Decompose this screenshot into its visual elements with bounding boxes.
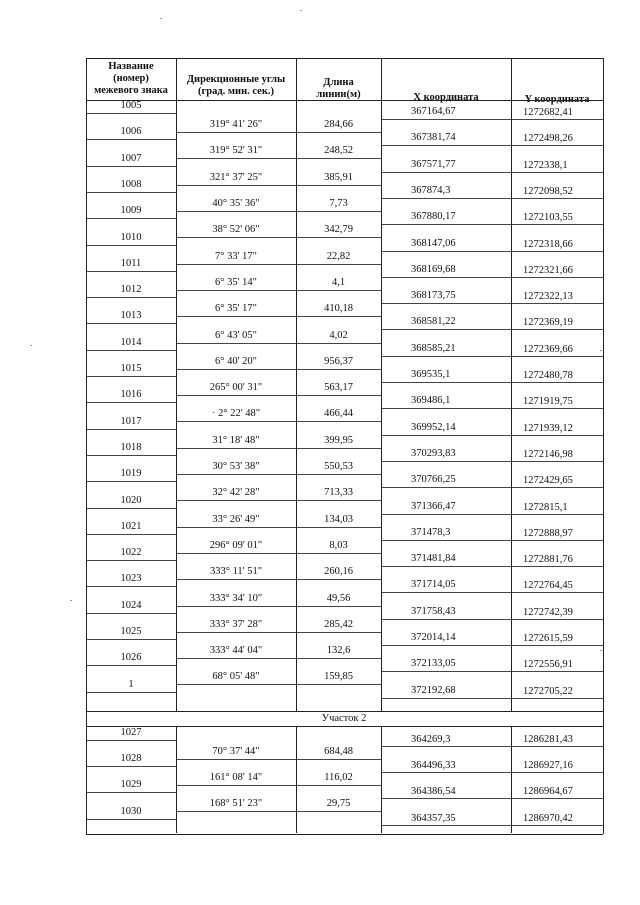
x-coordinate: 368581,22 xyxy=(411,316,456,328)
direction-angle: 6° 40' 20" xyxy=(215,355,257,367)
x-coordinate: 367874,3 xyxy=(411,184,451,196)
row-divider xyxy=(381,671,603,672)
header-x: X координата xyxy=(413,92,479,103)
row-divider xyxy=(86,429,176,430)
y-coordinate: 1272881,76 xyxy=(523,554,573,566)
x-coordinate: 364269,3 xyxy=(411,733,451,745)
row-divider xyxy=(86,792,176,793)
y-coordinate: 1271919,75 xyxy=(523,396,573,408)
line-length: 713,33 xyxy=(324,487,353,499)
x-coordinate: 371481,84 xyxy=(411,553,456,565)
row-divider xyxy=(86,766,176,767)
x-coordinate: 371478,3 xyxy=(411,526,451,538)
x-coordinate: 371758,43 xyxy=(411,605,456,617)
row-divider xyxy=(381,224,603,225)
x-coordinate: 371366,47 xyxy=(411,500,456,512)
row-divider xyxy=(86,376,176,377)
direction-angle: 33° 26' 49" xyxy=(212,513,260,525)
y-coordinate: 1272742,39 xyxy=(523,606,573,618)
line-length: 4,1 xyxy=(331,276,346,288)
row-divider xyxy=(176,448,381,449)
row-divider xyxy=(381,798,603,799)
row-divider xyxy=(86,192,176,193)
row-divider xyxy=(381,461,603,462)
x-coordinate: 369535,1 xyxy=(411,369,451,380)
row-divider xyxy=(86,692,176,693)
row-divider xyxy=(86,455,176,456)
x-coordinate: 369952,14 xyxy=(411,421,456,433)
row-divider xyxy=(86,245,176,246)
x-coordinate: 372192,68 xyxy=(411,684,456,696)
row-divider xyxy=(86,665,176,666)
line-length: 116,02 xyxy=(324,772,353,784)
direction-angle: 7° 33' 17" xyxy=(215,250,257,262)
direction-angle: 40° 35' 36" xyxy=(212,198,260,210)
direction-angle: 319° 41' 26" xyxy=(209,119,263,131)
line-length: 7,73 xyxy=(329,198,348,210)
row-divider xyxy=(176,658,381,659)
point-name: 1010 xyxy=(120,231,142,243)
direction-angle: 333° 37' 28" xyxy=(209,618,263,630)
row-divider xyxy=(176,264,381,265)
row-divider xyxy=(381,772,603,773)
row-divider xyxy=(86,560,176,561)
direction-angle: 6° 35' 17" xyxy=(215,303,257,315)
x-coordinate: 369486,1 xyxy=(411,395,451,407)
row-divider xyxy=(381,198,603,199)
point-name: 1025 xyxy=(120,626,142,637)
direction-angle: 70° 37' 44" xyxy=(212,745,260,757)
x-coordinate: 370766,25 xyxy=(411,474,456,486)
row-divider xyxy=(176,759,381,760)
section-title-part-2: Участок 2 xyxy=(321,712,367,724)
row-divider xyxy=(86,271,176,272)
y-coordinate: 1272322,13 xyxy=(523,291,573,303)
row-divider xyxy=(381,487,603,488)
point-name: 1006 xyxy=(120,126,142,138)
row-divider xyxy=(176,237,381,238)
y-coordinate: 1272146,98 xyxy=(523,448,573,460)
line-length: 134,03 xyxy=(324,513,353,525)
line-length: 49,56 xyxy=(326,592,351,604)
direction-angle: 31° 18' 48" xyxy=(212,434,260,446)
point-name: 1021 xyxy=(120,520,142,532)
x-coordinate: 367571,77 xyxy=(411,158,456,170)
row-divider xyxy=(86,481,176,482)
line-length: 410,18 xyxy=(324,303,353,315)
column-divider xyxy=(381,726,382,834)
point-name: 1016 xyxy=(120,389,142,401)
row-divider xyxy=(176,369,381,370)
line-length: 550,53 xyxy=(324,461,353,473)
row-divider xyxy=(381,119,603,120)
line-length: 284,66 xyxy=(324,119,353,131)
y-coordinate: 1272615,59 xyxy=(523,633,573,644)
row-divider xyxy=(381,540,603,541)
line-length: 4,02 xyxy=(329,329,348,341)
x-coordinate: 364496,33 xyxy=(411,759,456,771)
row-divider xyxy=(86,166,176,167)
y-coordinate: 1271939,12 xyxy=(523,422,573,434)
x-coordinate: 372133,05 xyxy=(411,658,456,670)
column-divider xyxy=(511,58,512,711)
direction-angle: 333° 44' 04" xyxy=(209,645,263,657)
row-divider xyxy=(86,350,176,351)
y-coordinate: 1286281,43 xyxy=(523,733,573,745)
point-name: 1022 xyxy=(120,547,142,559)
direction-angle: 296° 09' 01" xyxy=(209,539,263,551)
y-coordinate: 1272318,66 xyxy=(523,238,573,250)
row-divider xyxy=(86,139,176,140)
section-divider xyxy=(86,711,603,712)
direction-angle: 161° 08' 14" xyxy=(209,772,263,784)
line-length: 285,42 xyxy=(324,618,353,630)
row-divider xyxy=(176,527,381,528)
point-name: 1023 xyxy=(120,573,142,585)
row-divider xyxy=(86,508,176,509)
direction-angle: · 2° 22' 48" xyxy=(212,408,260,420)
y-coordinate: 1272338,1 xyxy=(523,159,568,171)
right-border xyxy=(603,58,604,834)
row-divider xyxy=(86,113,176,114)
row-divider xyxy=(86,323,176,324)
row-divider xyxy=(176,211,381,212)
column-divider xyxy=(296,726,297,834)
x-coordinate: 368585,21 xyxy=(411,342,456,354)
row-divider xyxy=(381,435,603,436)
point-name: 1013 xyxy=(120,310,142,322)
row-divider xyxy=(381,251,603,252)
y-coordinate: 1272764,45 xyxy=(523,580,573,592)
header-length: Длина линии(м) xyxy=(316,77,361,100)
x-coordinate: 371714,05 xyxy=(411,579,456,591)
scan-speck xyxy=(600,350,602,351)
x-coordinate: 367164,67 xyxy=(411,106,456,117)
row-divider xyxy=(176,343,381,344)
row-divider xyxy=(176,606,381,607)
point-name: 1014 xyxy=(120,336,142,348)
direction-angle: 168° 51' 23" xyxy=(209,798,263,810)
row-divider xyxy=(86,740,176,741)
x-coordinate: 372014,14 xyxy=(411,632,456,643)
left-border xyxy=(86,58,87,834)
line-length: 248,52 xyxy=(324,145,353,157)
line-length: 956,37 xyxy=(324,355,353,367)
row-divider xyxy=(381,329,603,330)
row-divider xyxy=(176,421,381,422)
y-coordinate: 1272321,66 xyxy=(523,264,573,276)
row-divider xyxy=(176,316,381,317)
point-name: 1007 xyxy=(120,152,142,164)
line-length: 684,48 xyxy=(324,745,353,757)
line-length: 132,6 xyxy=(326,645,351,657)
row-divider xyxy=(381,145,603,146)
y-coordinate: 1272098,52 xyxy=(523,185,573,197)
direction-angle: 333° 34' 10" xyxy=(209,592,263,604)
scan-speck xyxy=(300,10,302,11)
row-divider xyxy=(176,811,381,812)
row-divider xyxy=(381,356,603,357)
x-coordinate: 367381,74 xyxy=(411,132,456,144)
row-divider xyxy=(381,592,603,593)
row-divider xyxy=(176,474,381,475)
y-coordinate: 1272556,91 xyxy=(523,659,573,671)
column-divider xyxy=(296,58,297,711)
row-divider xyxy=(381,277,603,278)
scan-speck xyxy=(600,650,602,651)
point-name: 1015 xyxy=(120,363,142,374)
x-coordinate: 370293,83 xyxy=(411,447,456,459)
point-name: 1012 xyxy=(120,284,142,296)
row-divider xyxy=(176,158,381,159)
scan-speck xyxy=(30,345,32,346)
row-divider xyxy=(86,218,176,219)
row-divider xyxy=(176,185,381,186)
y-coordinate: 1272480,78 xyxy=(523,370,573,381)
row-divider xyxy=(86,819,176,820)
table-top-border xyxy=(86,58,603,59)
point-name: 1 xyxy=(128,678,134,690)
point-name: 1017 xyxy=(120,415,142,427)
direction-angle: 30° 53' 38" xyxy=(212,461,260,473)
point-name: 1030 xyxy=(120,805,142,817)
x-coordinate: 368173,75 xyxy=(411,290,456,302)
line-length: 563,17 xyxy=(324,382,353,394)
header-y: Y координата xyxy=(524,94,590,105)
header-name: Название (номер) межевого знака xyxy=(94,61,168,96)
row-divider xyxy=(381,408,603,409)
y-coordinate: 1272369,66 xyxy=(523,343,573,355)
y-coordinate: 1286970,42 xyxy=(523,812,573,824)
x-coordinate: 364386,54 xyxy=(411,786,456,798)
x-coordinate: 368169,68 xyxy=(411,263,456,275)
column-divider xyxy=(381,58,382,711)
point-name: 1020 xyxy=(120,494,142,506)
y-coordinate: 1286964,67 xyxy=(523,786,573,798)
y-coordinate: 1272103,55 xyxy=(523,212,573,224)
point-name: 1024 xyxy=(120,599,142,611)
point-name: 1005 xyxy=(120,100,142,111)
line-length: 385,91 xyxy=(324,171,353,183)
direction-angle: 265° 00' 31" xyxy=(209,382,263,394)
header-angle: Дирекционные углы (град. мин. сек.) xyxy=(186,74,286,97)
row-divider xyxy=(86,402,176,403)
row-divider xyxy=(176,290,381,291)
row-divider xyxy=(381,382,603,383)
column-divider xyxy=(176,726,177,834)
line-length: 159,85 xyxy=(324,671,353,683)
scan-speck xyxy=(160,18,162,19)
direction-angle: 38° 52' 06" xyxy=(212,224,260,236)
line-length: 29,75 xyxy=(326,798,351,810)
table-bottom-border xyxy=(86,834,603,835)
line-length: 8,03 xyxy=(329,539,348,551)
row-divider xyxy=(176,684,381,685)
row-divider xyxy=(381,303,603,304)
row-divider xyxy=(86,613,176,614)
line-length: 342,79 xyxy=(324,224,353,236)
row-divider xyxy=(176,553,381,554)
x-coordinate: 368147,06 xyxy=(411,237,456,249)
point-name: 1028 xyxy=(120,752,142,764)
y-coordinate: 1272498,26 xyxy=(523,133,573,145)
column-divider xyxy=(511,726,512,834)
row-divider xyxy=(176,785,381,786)
row-divider xyxy=(176,579,381,580)
point-name: 1029 xyxy=(120,779,142,791)
row-divider xyxy=(86,586,176,587)
y-coordinate: 1272705,22 xyxy=(523,685,573,697)
x-coordinate: 364357,35 xyxy=(411,812,456,824)
row-divider xyxy=(86,639,176,640)
y-coordinate: 1272888,97 xyxy=(523,527,573,539)
row-divider xyxy=(381,698,603,699)
direction-angle: 68° 05' 48" xyxy=(212,671,260,683)
point-name: 1008 xyxy=(120,178,142,190)
row-divider xyxy=(176,500,381,501)
row-divider xyxy=(176,132,381,133)
row-divider xyxy=(176,395,381,396)
row-divider xyxy=(381,172,603,173)
scan-speck xyxy=(70,600,72,601)
point-name: 1011 xyxy=(120,257,142,269)
direction-angle: 333° 11' 51" xyxy=(210,566,262,578)
row-divider xyxy=(381,619,603,620)
row-divider xyxy=(381,566,603,567)
point-name: 1026 xyxy=(120,652,142,664)
row-divider xyxy=(381,746,603,747)
y-coordinate: 1286927,16 xyxy=(523,759,573,771)
point-name: 1018 xyxy=(120,441,142,453)
point-name: 1027 xyxy=(120,726,142,738)
row-divider xyxy=(176,632,381,633)
line-length: 399,95 xyxy=(324,434,353,446)
row-divider xyxy=(381,825,603,826)
x-coordinate: 367880,17 xyxy=(411,211,456,223)
direction-angle: 6° 35' 14" xyxy=(215,276,257,288)
row-divider xyxy=(381,514,603,515)
row-divider xyxy=(381,645,603,646)
line-length: 22,82 xyxy=(326,250,351,262)
y-coordinate: 1272815,1 xyxy=(523,501,568,513)
direction-angle: 32° 42' 28" xyxy=(212,487,260,499)
y-coordinate: 1272429,65 xyxy=(523,475,573,487)
y-coordinate: 1272369,19 xyxy=(523,317,573,329)
row-divider xyxy=(86,297,176,298)
point-name: 1009 xyxy=(120,205,142,217)
direction-angle: 6° 43' 05" xyxy=(215,329,257,341)
direction-angle: 319° 52' 31" xyxy=(209,145,263,157)
direction-angle: 321° 37' 25" xyxy=(209,171,263,183)
line-length: 260,16 xyxy=(324,566,353,578)
row-divider xyxy=(86,534,176,535)
point-name: 1019 xyxy=(120,468,142,480)
line-length: 466,44 xyxy=(324,408,353,420)
y-coordinate: 1272682,41 xyxy=(523,107,573,118)
column-divider xyxy=(176,58,177,711)
